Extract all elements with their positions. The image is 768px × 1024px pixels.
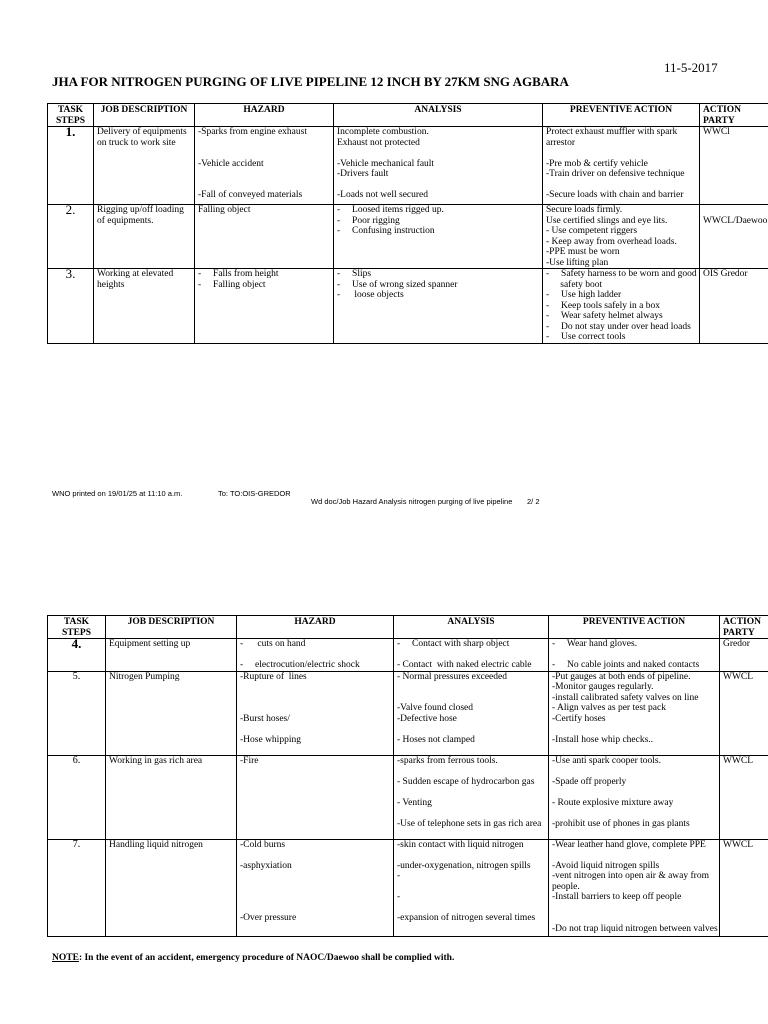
col-header-preventive-action: PREVENTIVE ACTION [549, 616, 720, 639]
col-header-preventive-action: PREVENTIVE ACTION [543, 104, 700, 127]
cell-line: -Rupture of lines [240, 671, 307, 682]
analysis-cell [394, 839, 549, 936]
cell-line: - electrocution/electric shock [240, 660, 360, 670]
cell-line: of equipments. [97, 215, 154, 226]
analysis-cell [394, 639, 549, 672]
cell-line: - Do not stay under over head loads [546, 321, 691, 332]
cell-line: -Secure loads with chain and barrier [546, 190, 684, 200]
task-step-cell: 4. [48, 639, 106, 672]
preventive-action-cell [543, 127, 700, 205]
cell-line: -Certify hoses [552, 713, 606, 724]
col-header-task-steps: TASK STEPS [48, 616, 106, 639]
action-party-cell [700, 127, 768, 205]
hazard-cell [237, 671, 394, 755]
cell-line: - Route explosive mixture away [552, 797, 674, 808]
table-row [48, 839, 768, 936]
cell-line [397, 693, 545, 704]
cell-line: - Normal pressures exceeded [397, 671, 507, 682]
cell-line: -Sparks from engine exhaust [198, 127, 307, 137]
cell-line [397, 724, 545, 735]
cell-line: -expansion of nitrogen several times [397, 913, 536, 923]
cell-line: - Poor rigging [337, 215, 400, 226]
cell-line: -Loads not well secured [337, 190, 429, 200]
cell-line: -Use of telephone sets in gas rich area [397, 818, 542, 829]
table-row [48, 269, 768, 344]
cell-line: WWCL/Daewoo [703, 215, 768, 226]
cell-line [397, 808, 545, 819]
cell-line [198, 180, 330, 191]
cell-line: - Wear hand gloves. [552, 639, 638, 649]
cell-line: safety boot [546, 279, 603, 290]
cell-line [552, 766, 716, 777]
table-row [48, 205, 768, 269]
cell-line [703, 205, 768, 216]
cell-line [546, 180, 696, 191]
job-description-cell [94, 269, 195, 344]
cell-line [240, 903, 390, 914]
cell-line [240, 682, 390, 693]
cell-line: -asphyxiation [240, 860, 292, 871]
analysis-cell [334, 269, 543, 344]
cell-line: WWCL [723, 839, 754, 850]
cell-line [552, 808, 716, 819]
col-header-job-description: JOB DESCRIPTION [106, 616, 237, 639]
cell-line: -Wear leather hand glove, complete PPE [552, 839, 706, 850]
cell-line: - [397, 871, 401, 881]
table-row [48, 755, 768, 839]
cell-line: - Confusing instruction [337, 226, 435, 236]
preventive-action-cell [549, 839, 720, 936]
cell-line: Falling object [198, 205, 251, 215]
cell-line: - Keep tools safely in a box [546, 300, 660, 311]
document-date: 11-5-2017 [664, 60, 718, 75]
cell-line: heights [97, 279, 125, 290]
cell-line [337, 180, 539, 191]
cell-line: -Spade off properly [552, 776, 627, 787]
cell-line: - Use competent riggers [546, 226, 638, 236]
document-title: JHA FOR NITROGEN PURGING OF LIVE PIPELINE 12 INCH BY 27KM SNG AGBARA [52, 74, 569, 89]
preventive-action-cell [543, 269, 700, 344]
cell-line: - Contact with sharp object [397, 639, 510, 649]
col-header-analysis: ANALYSIS [394, 616, 549, 639]
cell-line: -under-oxygenation, nitrogen spills [397, 860, 531, 871]
cell-line [397, 650, 545, 661]
cell-line: - Use correct tools [546, 332, 626, 342]
cell-line [552, 650, 716, 661]
cell-line: -Vehicle accident [198, 158, 264, 169]
cell-line: -Vehicle mechanical fault [337, 158, 435, 169]
cell-line: - [397, 892, 401, 902]
cell-line [240, 693, 390, 704]
cell-line: -Use lifting plan [546, 257, 609, 268]
col-header-action-party: ACTION PARTY [720, 616, 768, 639]
hazard-cell [195, 205, 334, 269]
cell-line: -Monitor gauges regularly. [552, 682, 654, 692]
cell-line: -Cold burns [240, 839, 286, 850]
col-header-analysis: ANALYSIS [334, 104, 543, 127]
cell-line [240, 871, 390, 882]
cell-line: arrestor [546, 137, 576, 148]
cell-line: -skin contact with liquid nitrogen [397, 839, 524, 850]
cell-line: -Do not trap liquid nitrogen between valves [552, 923, 718, 934]
cell-line: -Use anti spark cooper tools. [552, 755, 661, 766]
note [52, 953, 454, 963]
task-step-cell: 6. [48, 755, 106, 839]
cell-line: - Venting [397, 797, 432, 808]
action-party-cell [720, 839, 768, 936]
cell-line: - No cable joints and naked contacts [552, 660, 700, 670]
table-header-row [48, 104, 768, 127]
cell-line: OIS Gredor [703, 269, 748, 279]
hazard-cell [195, 269, 334, 344]
cell-line: Handling liquid nitrogen [109, 839, 203, 850]
cell-line: - Hoses not clamped [397, 734, 475, 745]
cell-line: Rigging up/off loading [97, 205, 184, 215]
cell-line [337, 148, 539, 159]
cell-line [552, 913, 716, 924]
jha-table-page-2 [47, 615, 768, 937]
action-party-cell [720, 671, 768, 755]
cell-line: -prohibit use of phones in gas plants [552, 818, 690, 829]
cell-line: Delivery of equipments [97, 127, 187, 137]
hazard-cell [195, 127, 334, 205]
cell-line: WWCL [723, 755, 754, 766]
cell-line [552, 903, 716, 914]
task-step-cell: 7. [48, 839, 106, 936]
job-description-cell [106, 755, 237, 839]
table-row [48, 671, 768, 755]
table-row [48, 127, 768, 205]
hazard-cell [237, 639, 394, 672]
cell-line: -PPE must be worn [546, 247, 620, 257]
preventive-action-cell [549, 639, 720, 672]
cell-line: - Slips [337, 269, 372, 279]
footer-document-path: Wd doc/Job Hazard Analysis nitrogen purging of live pipeline [311, 497, 513, 506]
job-description-cell [106, 639, 237, 672]
cell-line: - Use of wrong sized spanner [337, 279, 458, 290]
analysis-cell [394, 755, 549, 839]
cell-line [546, 148, 696, 159]
task-step-cell: 2. [48, 205, 94, 269]
cell-line: WWCL [723, 671, 754, 682]
cell-line: -vent nitrogen into open air & away from [552, 871, 709, 881]
cell-line [240, 892, 390, 903]
task-step-cell: 1. [48, 127, 94, 205]
cell-line [198, 148, 330, 159]
cell-line [397, 903, 545, 914]
cell-line: Protect exhaust muffler with spark [546, 127, 678, 137]
cell-line [240, 882, 390, 893]
cell-line: -install calibrated safety valves on line [552, 692, 699, 703]
note-text: : In the event of an accident, emergency procedure of NAOC/Daewoo shall be complied with. [78, 953, 455, 963]
cell-line: -Avoid liquid nitrogen spills [552, 860, 660, 871]
table-row [48, 639, 768, 672]
cell-line [552, 787, 716, 798]
jha-table-page-1 [47, 103, 768, 344]
cell-line [240, 724, 390, 735]
cell-line: Working in gas rich area [109, 755, 203, 766]
cell-line: -Drivers fault [337, 169, 389, 179]
job-description-cell [106, 671, 237, 755]
analysis-cell [334, 205, 543, 269]
cell-line [240, 703, 390, 714]
task-step-cell: 5. [48, 671, 106, 755]
cell-line: WWCl [703, 127, 730, 137]
note-label: NOTE [52, 953, 79, 963]
cell-line: - loose objects [337, 290, 404, 300]
cell-line: - Safety harness to be worn and good [546, 269, 697, 279]
cell-line [397, 787, 545, 798]
analysis-cell [334, 127, 543, 205]
action-party-cell [700, 205, 768, 269]
cell-line: - Sudden escape of hydrocarbon gas [397, 776, 535, 787]
cell-line: - Falls from height [198, 269, 279, 279]
cell-line: - Falling object [198, 279, 266, 290]
cell-line: -Put gauges at both ends of pipeline. [552, 671, 691, 682]
cell-line: -Hose whipping [240, 734, 301, 745]
preventive-action-cell [549, 671, 720, 755]
analysis-cell [394, 671, 549, 755]
cell-line: - Align valves as per test pack [552, 703, 666, 713]
cell-line [198, 169, 330, 180]
cell-line: -Valve found closed [397, 703, 473, 713]
col-header-job-description: JOB DESCRIPTION [94, 104, 195, 127]
cell-line [552, 724, 716, 735]
cell-line: Secure loads firmly. [546, 205, 623, 215]
preventive-action-cell [549, 755, 720, 839]
cell-line: -Pre mob & certify vehicle [546, 158, 648, 169]
action-party-cell [720, 755, 768, 839]
cell-line: on truck to work site [97, 137, 176, 148]
cell-line [397, 682, 545, 693]
cell-line [397, 850, 545, 861]
cell-line: -Train driver on defensive technique [546, 169, 685, 179]
col-header-hazard: HAZARD [237, 616, 394, 639]
cell-line: Equipment setting up [109, 639, 191, 649]
cell-line: -Install hose whip checks.. [552, 734, 654, 745]
cell-line: - Use high ladder [546, 290, 622, 300]
table-header-row [48, 616, 768, 639]
cell-line: -Burst hoses/ [240, 713, 290, 724]
cell-line: -Fall of conveyed materials [198, 190, 303, 200]
preventive-action-cell [543, 205, 700, 269]
cell-line: -Defective hose [397, 713, 457, 724]
cell-line: - Loosed items rigged up. [337, 205, 444, 215]
cell-line [552, 850, 716, 861]
hazard-cell [237, 839, 394, 936]
job-description-cell [94, 127, 195, 205]
footer-page-number: 2/ 2 [527, 497, 540, 506]
cell-line: - Contact with naked electric cable [397, 660, 532, 670]
cell-line: Incomplete combustion. [337, 127, 429, 137]
cell-line [397, 766, 545, 777]
task-step-cell: 3. [48, 269, 94, 344]
col-header-task-steps: TASK STEPS [48, 104, 94, 127]
col-header-action-party: ACTION PARTY [700, 104, 768, 127]
cell-line: Exhaust not protected [337, 137, 420, 148]
cell-line [198, 138, 330, 149]
job-description-cell [94, 205, 195, 269]
cell-line: - Wear safety helmet always [546, 311, 663, 321]
cell-line: - Keep away from overhead loads. [546, 236, 677, 247]
action-party-cell [720, 639, 768, 672]
cell-line: Gredor [723, 639, 750, 649]
cell-line: Working at elevated [97, 269, 174, 279]
cell-line [397, 882, 545, 893]
cell-line: people. [552, 881, 580, 892]
cell-line: -Over pressure [240, 913, 297, 923]
job-description-cell [106, 839, 237, 936]
footer-recipient: To: TO:OIS-GREDOR [218, 489, 291, 498]
cell-line: -Fire [240, 755, 259, 766]
cell-line [240, 650, 390, 661]
cell-line: Use certified slings and eye lits. [546, 215, 668, 226]
hazard-cell [237, 755, 394, 839]
cell-line: - cuts on hand [240, 639, 306, 649]
footer-printed-info: WNO printed on 19/01/25 at 11:10 a.m. [52, 489, 183, 498]
cell-line: Nitrogen Pumping [109, 671, 180, 682]
action-party-cell [700, 269, 768, 344]
cell-line: -sparks from ferrous tools. [397, 755, 498, 766]
cell-line [240, 850, 390, 861]
col-header-hazard: HAZARD [195, 104, 334, 127]
cell-line: -Install barriers to keep off people [552, 892, 682, 902]
